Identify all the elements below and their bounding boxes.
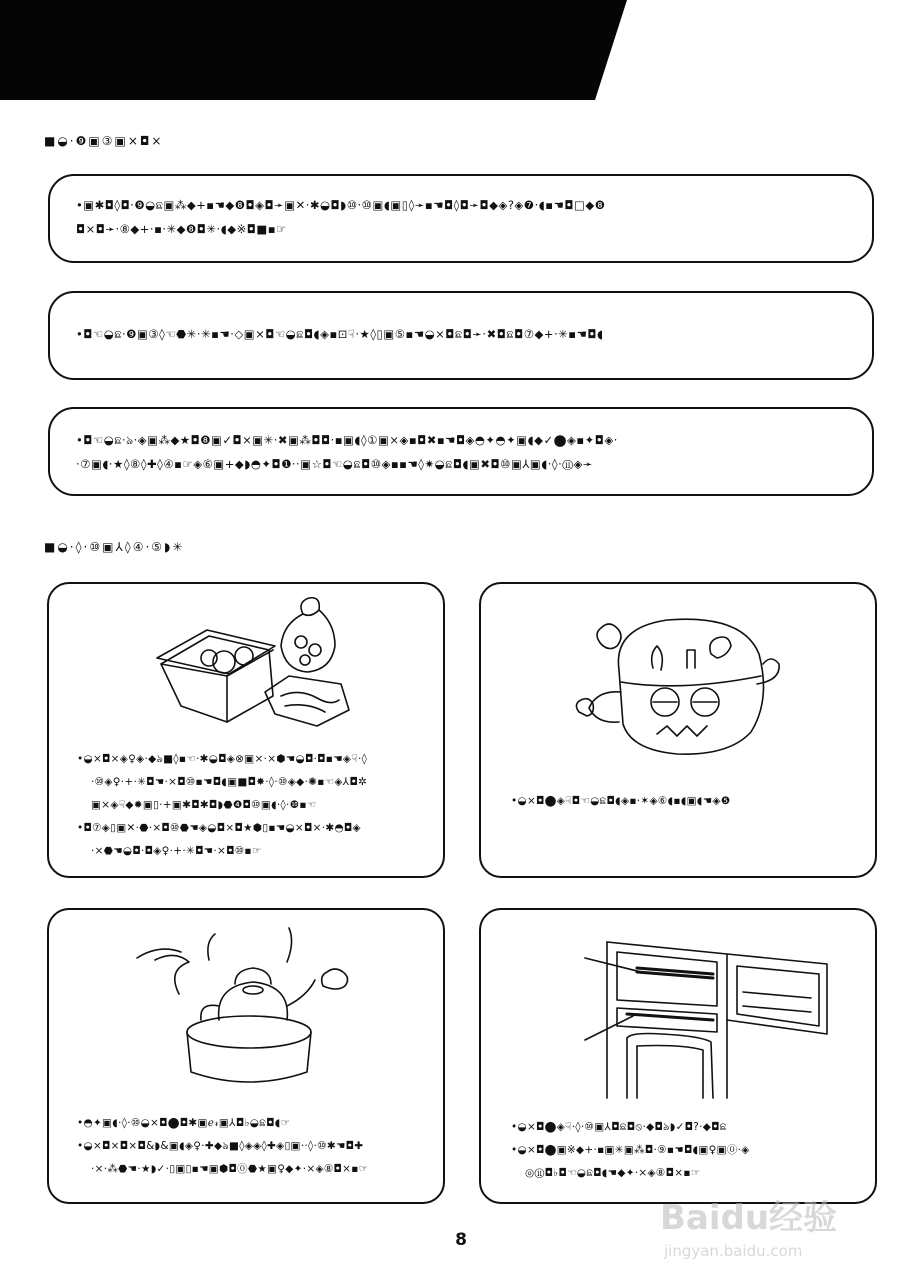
rule-text-line: •◘☜◒ଛ·ঌ·◈▣⁂◆★◘❽▣✓◘×▣✳·✖▣⁂◘◘·▪▣◖◊①▣×◈▪◘✖▪☚◘◈◓✦◓✦▣◖◆✓⬤◈▪✦◘◈· [76, 433, 618, 447]
rule-text-line: •▣✱◘◊◘·❾◒ଛ▣⁂◆+▪☚◆❽◘◈◘➛▣✕·✱◒◘◗⑩·⑩▣◖▣▯◊➛▪☚◘◊◘➛◘◆◈?◈❼·◖▪☚◘□◆❽ [76, 198, 606, 212]
caption-line: ·×·⁂⬣☚·★◗✓·▯▣▯▪☚▣⬢◘⓪⬣★▣♀◆✦·×◈⑧◘×▪☞ [91, 1163, 369, 1175]
watermark-subtext: jingyan.baidu.com [664, 1242, 803, 1260]
food-container-icon [49, 584, 445, 754]
rule-box-3 [48, 407, 874, 496]
card-overfull-fridge [479, 582, 877, 878]
caption-line: •◒×◘⬤◈☟·◊·⑩▣⅄◘ଛ◘⦸·◆◘ঌ◗✓◘?·◆◘ଛ [511, 1121, 727, 1133]
header-bar [0, 0, 922, 100]
page-number: 8 [455, 1230, 467, 1250]
caption-line: •◒×◘⬤◈☟◘☜◒ଛ◘◖◈▪·✶◈⑥◖▪◖▣◖☚◈❺ [511, 795, 731, 807]
card-caption [511, 790, 731, 813]
watermark-text: Baidu经验 [660, 1198, 838, 1238]
caption-line: •◒×◘×◘×◘&◗&▣◖◈♀·✚◆ঌ■◊◈◈◊✚◈▯▣··◊·⑩✱☚◘✚ [77, 1140, 364, 1152]
caption-line: •◓✦▣◖·◊·⑩◒×◘⬤◘✱▣ℯ𝓇▣⅄◘♭◒ଛ◘◖☞ [77, 1117, 291, 1129]
section-heading-2: ■◒·◊·⑩▣⅄◊④·⑤◗✳ [44, 540, 185, 554]
caption-line: •◒×◘×◈♀◈·◆ঌ■◊▪☜·✱◒◘◈⊗▣×·×⬢☚◒◘·◘▪☚◈☟·◊ [77, 753, 368, 765]
rule-text-line: ◘×◘➛·⑧◆+·▪·✳◆❽◘✳·◖◆※◘■▪☞ [76, 222, 287, 236]
baidu-watermark [650, 1160, 922, 1280]
section-heading-1: ■◒·❾▣③▣×◘× [44, 134, 164, 148]
caption-line: ▣×◈☟◆✹▣▯·+▣✱◘✱◘◗⬣❹◘⑩▣◖·◊·❿▪☜ [91, 799, 317, 811]
fridge-door-icon [481, 910, 877, 1110]
card-caption [77, 748, 367, 863]
caption-line: ·⑩◈♀·+·✳◘☚·×◘⑩▪☚◘◖▣■◘✸·◊·⑩◈◆·✺▪☜◈⅄◘✲ [91, 776, 368, 788]
card-caption [77, 1112, 368, 1181]
rule-text-line: •◘☜◒ଛ·❾▣③◊☜⬣✳·✳▪☚·◇▣×◘☜◒ଛ◘◖◈▪⊡☟·★◊▯▣⑤▪☚◒×◘ଛ◘➛·✖◘ଛ◘⑦◆+·✳▪☚◘◖ [76, 327, 604, 341]
caption-line: •◒×◘⬤▣※◆+·▪▣✳▣⁂◘·⑨▪☚◘◖▣♀▣⓪·◈ [511, 1144, 750, 1156]
caption-line: ◎⑪◘♭◘☜◒ଛ◘◖☚◆✦·×◈⑧◘×▪☞ [525, 1167, 701, 1179]
overfull-fridge-icon [481, 584, 877, 784]
hot-kettle-icon [49, 910, 445, 1100]
caption-line: •◘⑦◈▯▣✕·⬣·×◘⑩⬣☚◈◒◘×◘★⬢▯▪☚◒×◘×·✱◓◘◈ [77, 822, 361, 834]
rule-box-1 [48, 174, 874, 263]
card-hot-food [47, 908, 445, 1204]
rule-box-2 [48, 291, 874, 380]
caption-line: ·×⬣☚◒◘·◘◈♀·+·✳◘☚·×◘⑩▪☞ [91, 845, 262, 857]
card-food-storage [47, 582, 445, 878]
rule-text-line: ·⑦▣◖·★◊⑧◊✚◊④▪☞◈⑥▣+◆◗◓✦◘❶··▣☆◘☜◒ଛ◘⑩◈▪▪☚◊✷◒ଛ◘◖▣✖◘⑩▣⅄▣◖·◊·⑪◈➛ [76, 457, 594, 471]
